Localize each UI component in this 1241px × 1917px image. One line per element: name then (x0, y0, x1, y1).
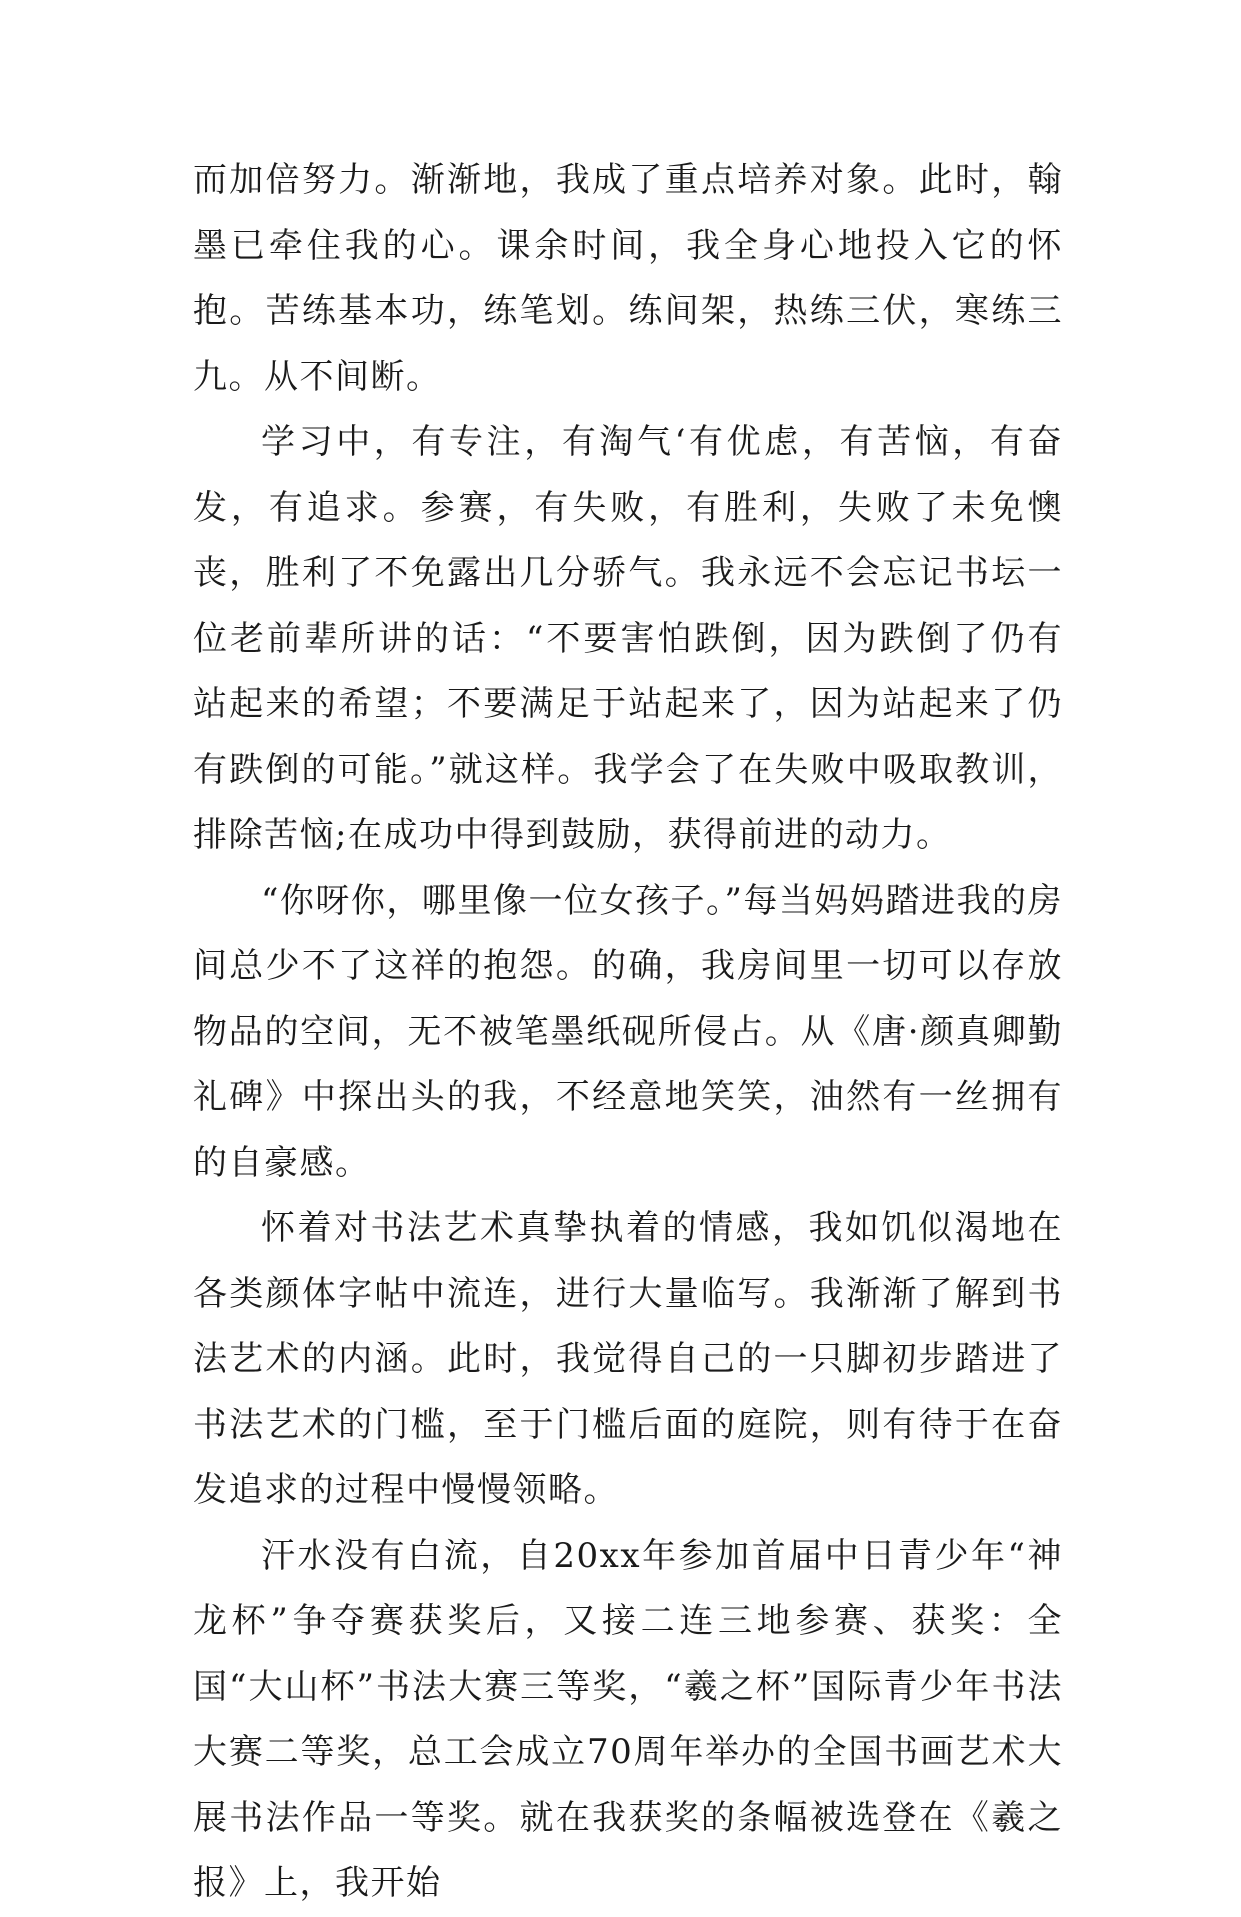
paragraph-4: 怀着对书法艺术真挚执着的情感，我如饥似渴地在各类颜体字帖中流连，进行大量临写。我渐渐了解到书法艺术的内涵。此时，我觉得自己的一只脚初步踏进了书法艺术的门槛，至于门槛后面的庭院，则有待于在奋发追求的过程中慢慢领略。 (193, 1208, 1063, 1510)
paragraph-2: 学习中，有专注，有淘气‘有优虑，有苦恼，有奋发，有追求。参赛，有失败，有胜利，失败了未免懊丧，胜利了不免露出几分骄气。我永远不会忘记书坛一位老前辈所讲的话：“不要害怕跌倒，因为跌倒了仍有站起来的希望；不要满足于站起来了，因为站起来了仍有跌倒的可能。”就这样。我学会了在失败中吸取教训，排除苦恼;在成功中得到鼓励，获得前进的动力。 (193, 422, 1063, 855)
paragraph-1: 而加倍努力。渐渐地，我成了重点培养对象。此时，翰墨已牵住我的心。课余时间，我全身心地投入它的怀抱。苦练基本功，练笔划。练间架，热练三伏，寒练三九。从不间断。 (193, 160, 1063, 397)
paragraph-5: 汗水没有白流，自20xx年参加首届中日青少年“神龙杯”争夺赛获奖后，又接二连三地参赛、获奖：全国“大山杯”书法大赛三等奖，“羲之杯”国际青少年书法大赛二等奖，总工会成立70周年举办的全国书画艺术大展书法作品一等奖。就在我获奖的条幅被选登在《羲之报》上，我开始 (193, 1535, 1063, 1903)
document-body (193, 148, 1063, 1917)
paragraph-3: “你呀你，哪里像一位女孩子。”每当妈妈踏进我的房间总少不了这祥的抱怨。的确，我房间里一切可以存放物品的空间，无不被笔墨纸砚所侵占。从《唐·颜真卿勤礼碑》中探出头的我，不经意地笑笑，油然有一丝拥有的自豪感。 (193, 880, 1063, 1183)
